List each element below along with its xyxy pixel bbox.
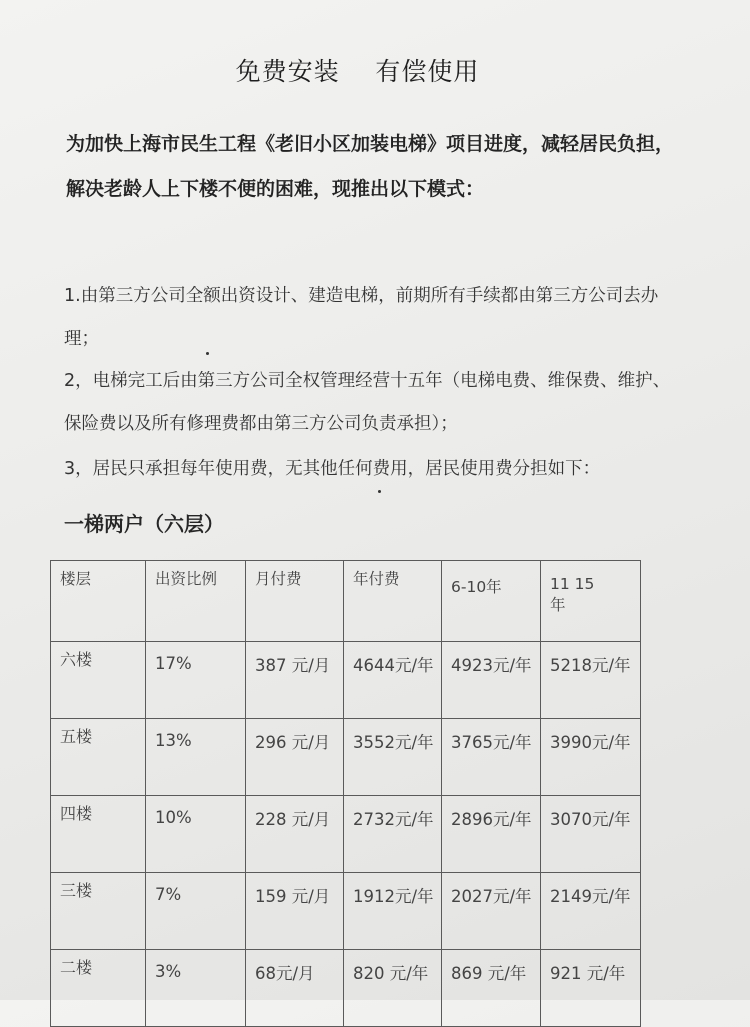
cell-years-6-10: 869 元/年	[442, 950, 541, 1027]
cell-floor: 五楼	[51, 719, 146, 796]
paper-speck	[378, 490, 381, 493]
table-row	[51, 873, 641, 950]
cell-yearly: 2732元/年	[344, 796, 442, 873]
table-row	[51, 796, 641, 873]
cell-yearly: 3552元/年	[344, 719, 442, 796]
header-years-11-15	[541, 561, 641, 642]
cell-years-6-10: 2027元/年	[442, 873, 541, 950]
header-years-11-15-unit: 年	[550, 596, 566, 614]
cell-years-11-15: 3070元/年	[541, 796, 641, 873]
header-ratio: 出资比例	[146, 561, 246, 642]
cell-years-11-15: 3990元/年	[541, 719, 641, 796]
document-title: 免费安装 有偿使用	[235, 57, 480, 86]
table-row	[51, 642, 641, 719]
cell-floor: 六楼	[51, 642, 146, 719]
cell-floor: 二楼	[51, 950, 146, 1027]
cell-yearly: 820 元/年	[344, 950, 442, 1027]
table-row	[51, 719, 641, 796]
paper-speck	[206, 352, 209, 355]
cell-yearly: 1912元/年	[344, 873, 442, 950]
table-subtitle: 一梯两户（六层）	[64, 512, 224, 536]
cell-ratio: 17%	[146, 642, 246, 719]
table-header-row	[51, 561, 641, 642]
cell-yearly: 4644元/年	[344, 642, 442, 719]
cell-floor: 四楼	[51, 796, 146, 873]
intro-paragraph: 为加快上海市民生工程《老旧小区加装电梯》项目进度，减轻居民负担，解决老龄人上下楼不便的困难，现推出以下模式：	[66, 133, 675, 200]
header-years-6-10: 6-10年	[442, 561, 541, 642]
cell-monthly: 228 元/月	[246, 796, 344, 873]
cell-years-6-10: 2896元/年	[442, 796, 541, 873]
header-yearly: 年付费	[344, 561, 442, 642]
cell-monthly: 68元/月	[246, 950, 344, 1027]
cell-years-6-10: 4923元/年	[442, 642, 541, 719]
item-3: 3，居民只承担每年使用费，无其他任何费用，居民使用费分担如下：	[64, 459, 601, 479]
cell-floor: 三楼	[51, 873, 146, 950]
cell-ratio: 13%	[146, 719, 246, 796]
cell-ratio: 10%	[146, 796, 246, 873]
cell-years-11-15: 5218元/年	[541, 642, 641, 719]
item-1: 1.由第三方公司全额出资设计、建造电梯，前期所有手续都由第三方公司去办理；	[64, 286, 659, 349]
cell-ratio: 3%	[146, 950, 246, 1027]
header-monthly: 月付费	[246, 561, 344, 642]
table-row	[51, 950, 641, 1027]
header-floor: 楼层	[51, 561, 146, 642]
fee-table	[50, 560, 641, 1027]
cell-years-6-10: 3765元/年	[442, 719, 541, 796]
cell-ratio: 7%	[146, 873, 246, 950]
cell-years-11-15: 2149元/年	[541, 873, 641, 950]
cell-monthly: 387 元/月	[246, 642, 344, 719]
item-2: 2，电梯完工后由第三方公司全权管理经营十五年（电梯电费、维保费、维护、保险费以及所有修理费都由第三方公司负责承担）；	[64, 371, 671, 434]
cell-monthly: 159 元/月	[246, 873, 344, 950]
cell-monthly: 296 元/月	[246, 719, 344, 796]
header-years-11-15-range: 11 15	[550, 575, 595, 593]
cell-years-11-15: 921 元/年	[541, 950, 641, 1027]
